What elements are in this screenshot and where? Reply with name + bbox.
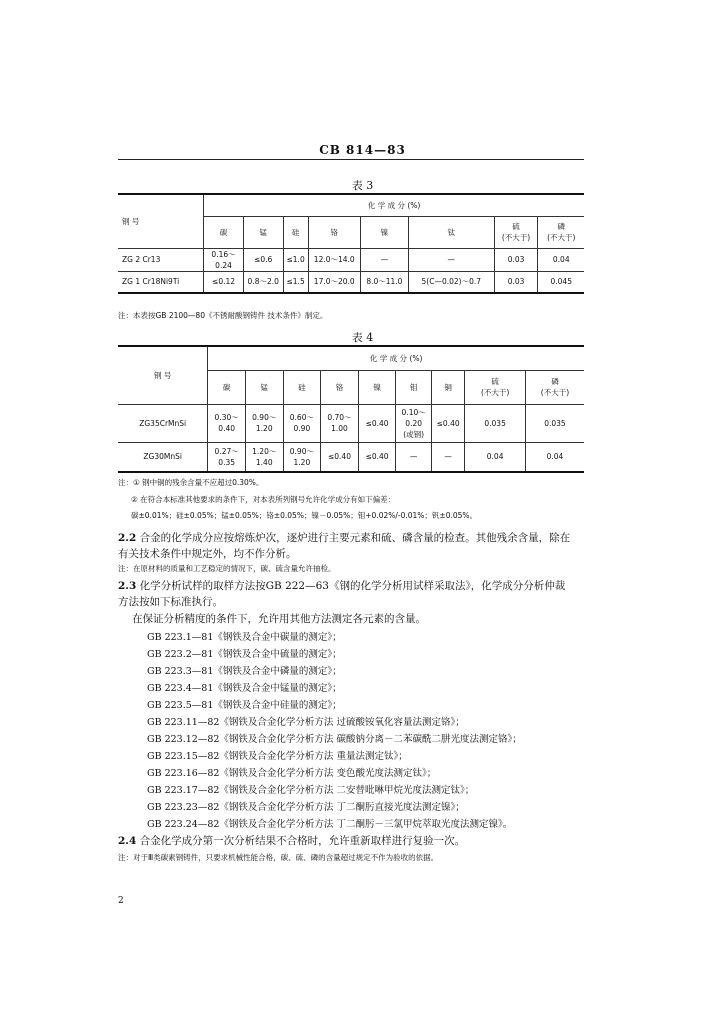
table-cell: 0.90～ 1.20 bbox=[245, 404, 283, 442]
section-number: 2.4 bbox=[118, 835, 137, 847]
table3-steel-header: 钢 号 bbox=[118, 194, 204, 248]
table4-caption: 表 4 bbox=[351, 331, 374, 344]
table-cell: 0.04 bbox=[525, 442, 584, 472]
section-number: 2.2 bbox=[118, 532, 137, 544]
table3-col: 铬 bbox=[308, 216, 360, 248]
paragraph-text: 合金化学成分第一次分析结果不合格时，允许重新取样进行复验一次。 bbox=[139, 835, 466, 847]
paragraph-text: 化学分析试样的取样方法按GB 222—63《钢的化学分析用试样采取法》，化学成分分析仲裁 bbox=[139, 580, 566, 592]
section-number: 2.3 bbox=[118, 580, 137, 592]
table3-col: 钛 bbox=[408, 216, 494, 248]
table-cell: — bbox=[360, 248, 408, 271]
table3 bbox=[118, 193, 584, 294]
table-cell: ≤0.40 bbox=[321, 442, 359, 472]
list-item: GB 223.23—82《钢铁及合金化学分析方法 丁二酮肟直接光度法测定镍》； bbox=[147, 802, 465, 813]
table-cell: 0.60～ 0.90 bbox=[283, 404, 321, 442]
section-2-3 bbox=[118, 579, 588, 594]
table4-note-2: ② 在符合本标准其他要求的条件下，对本表所列钢号允许化学成分有如下偏差： bbox=[131, 495, 396, 504]
list-item: GB 223.11—82《钢铁及合金化学分析方法 过硫酸铵氧化容量法测定铬》； bbox=[147, 717, 465, 728]
list-item: GB 223.24—82《钢铁及合金化学分析方法 丁二酮肟－三氯甲烷萃取光度法测定镍》。 bbox=[147, 819, 513, 830]
table-cell: 0.27～ 0.35 bbox=[208, 442, 246, 472]
table-row bbox=[118, 271, 584, 293]
table-cell: 0.16～0.24 bbox=[204, 248, 244, 271]
table-cell: 0.045 bbox=[538, 271, 584, 293]
table-cell: ≤0.40 bbox=[358, 404, 396, 442]
section-2-4-note: 注：对于Ⅲ类碳素钢铸件，只要求机械性能合格，碳、硫、磷的含量超过规定不作为验收的依据。 bbox=[118, 853, 439, 862]
list-item: GB 223.5—81《钢铁及合金中硅量的测定》； bbox=[147, 700, 342, 711]
table3-grade: ZG 1 Cr18Ni9Ti bbox=[118, 271, 204, 293]
table-row bbox=[118, 248, 584, 271]
list-item: GB 223.4—81《钢铁及合金中锰量的测定》； bbox=[147, 683, 342, 694]
paragraph-line: 有关技术条件中规定外，均不作分析。 bbox=[118, 548, 297, 560]
document-code: CB 814—83 bbox=[319, 143, 406, 157]
list-item: GB 223.3—81《钢铁及合金中磷量的测定》； bbox=[147, 666, 342, 677]
table4-grade: ZG35CrMnSi bbox=[118, 404, 208, 442]
table4-group-header: 化 学 成 分 (%) bbox=[208, 346, 584, 370]
table3-group-header: 化 学 成 分 (%) bbox=[204, 194, 584, 216]
table-cell: — bbox=[396, 442, 432, 472]
table-cell: 1.20～ 1.40 bbox=[245, 442, 283, 472]
page-number: 2 bbox=[118, 896, 124, 906]
table4-col: 硫 (不大于) bbox=[465, 370, 526, 404]
section-2-4 bbox=[118, 834, 588, 849]
table-cell: 0.8～2.0 bbox=[243, 271, 283, 293]
table-cell: — bbox=[408, 248, 494, 271]
table3-col: 硅 bbox=[283, 216, 308, 248]
table4-note-1: 注：① 钢中铜的残余含量不应超过0.30%。 bbox=[118, 478, 264, 487]
table3-col: 硫 (不大于) bbox=[494, 216, 538, 248]
table3-col: 锰 bbox=[243, 216, 283, 248]
table4-col: 铜 bbox=[431, 370, 464, 404]
table-cell: 12.0～14.0 bbox=[308, 248, 360, 271]
table4-col: 钼 bbox=[396, 370, 432, 404]
table4-grade: ZG30MnSi bbox=[118, 442, 208, 472]
table-cell: ≤1.5 bbox=[283, 271, 308, 293]
table-row bbox=[118, 404, 584, 442]
table3-col: 磷 (不大于) bbox=[538, 216, 584, 248]
table-cell: 0.03 bbox=[494, 248, 538, 271]
table-cell: 0.70～ 1.00 bbox=[321, 404, 359, 442]
list-item: GB 223.2—81《钢铁及合金中硫量的测定》； bbox=[147, 649, 342, 660]
table-row bbox=[118, 442, 584, 472]
table-cell: ≤0.6 bbox=[243, 248, 283, 271]
table3-note: 注：本表按GB 2100—80《不锈耐酸钢铸件 技术条件》制定。 bbox=[118, 311, 328, 320]
table3-caption: 表 3 bbox=[351, 179, 374, 192]
table-cell: 8.0～11.0 bbox=[360, 271, 408, 293]
list-item: GB 223.17—82《钢铁及合金化学分析方法 二安替吡啉甲烷光度法测定钛》； bbox=[147, 785, 475, 796]
table3-col: 碳 bbox=[204, 216, 244, 248]
section-2-2-note: 注：在原材料的质量和工艺稳定的情况下，碳、硫含量允许抽检。 bbox=[118, 564, 336, 573]
header-rule bbox=[118, 159, 584, 160]
list-item: GB 223.1—81《钢铁及合金中碳量的测定》； bbox=[147, 632, 342, 643]
table-cell: 0.90～ 1.20 bbox=[283, 442, 321, 472]
table4-note-3: 碳±0.01%；硅±0.05%；锰±0.05%；铬±0.05%；镍－0.05%；钼+0.02%/-0.01%；钒±0.05%。 bbox=[131, 511, 478, 520]
table4-col: 磷 (不大于) bbox=[525, 370, 584, 404]
paragraph-line: 在保证分析精度的条件下，允许用其他方法测定各元素的含量。 bbox=[132, 613, 426, 625]
table-cell: ≤0.40 bbox=[358, 442, 396, 472]
table3-grade: ZG 2 Cr13 bbox=[118, 248, 204, 271]
table-cell: 0.035 bbox=[465, 404, 526, 442]
table-cell: ≤0.12 bbox=[204, 271, 244, 293]
paragraph-text: 合金的化学成分应按熔炼炉次，逐炉进行主要元素和硫、磷含量的检查。其他残余含量，除在 bbox=[139, 532, 571, 544]
table-cell: ≤1.0 bbox=[283, 248, 308, 271]
table-cell: 0.10～ 0.20 (或钢) bbox=[396, 404, 432, 442]
table-cell: 0.035 bbox=[525, 404, 584, 442]
table4-col: 碳 bbox=[208, 370, 246, 404]
table-cell: 0.04 bbox=[538, 248, 584, 271]
table-cell: 0.03 bbox=[494, 271, 538, 293]
table4 bbox=[118, 345, 584, 473]
table4-col: 铬 bbox=[321, 370, 359, 404]
table-cell: 0.04 bbox=[465, 442, 526, 472]
list-item: GB 223.16—82《钢铁及合金化学分析方法 变色酸光度法测定钛》； bbox=[147, 768, 437, 779]
list-item: GB 223.12—82《钢铁及合金化学分析方法 碳酸钠分离－二苯碳酰二肼光度法测定铬》； bbox=[147, 734, 522, 745]
table-cell: 0.30～ 0.40 bbox=[208, 404, 246, 442]
table3-col: 镍 bbox=[360, 216, 408, 248]
table4-steel-header: 钢 号 bbox=[118, 346, 208, 404]
section-2-2 bbox=[118, 531, 588, 546]
table-cell: 5(C—0.02)～0.7 bbox=[408, 271, 494, 293]
list-item: GB 223.15—82《钢铁及合金化学分析方法 重量法测定钛》； bbox=[147, 751, 408, 762]
paragraph-line: 方法按如下标准执行。 bbox=[118, 596, 223, 608]
table4-col: 硅 bbox=[283, 370, 321, 404]
table-cell: ≤0.40 bbox=[431, 404, 464, 442]
table-cell: — bbox=[431, 442, 464, 472]
table4-col: 镍 bbox=[358, 370, 396, 404]
table4-col: 锰 bbox=[245, 370, 283, 404]
table-cell: 17.0～20.0 bbox=[308, 271, 360, 293]
